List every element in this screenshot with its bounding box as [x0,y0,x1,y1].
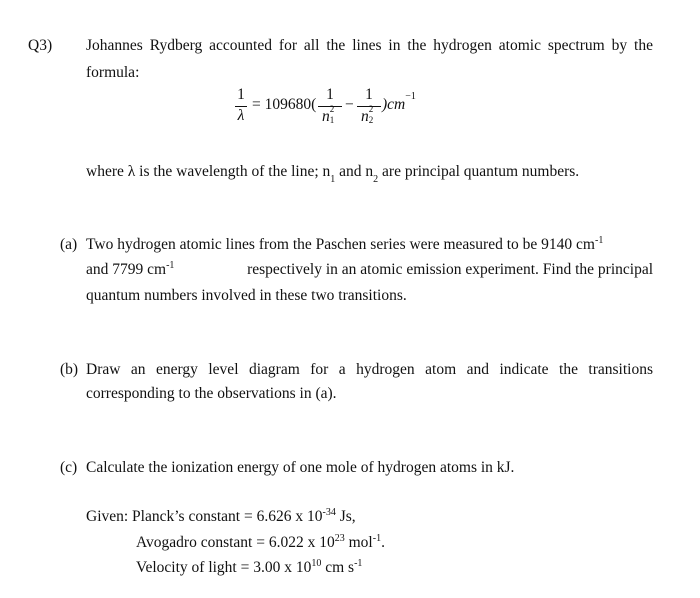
formula-term2-denominator: n 2 2 [361,104,374,125]
formula-term1-numerator: 1 [326,86,334,103]
where-line: where λ is the wavelength of the line; $n_1$ and $n_2$ are principal quantum numbers. [86,163,580,186]
part-a-line2: and 7799 $cm^{-1}$ respectively in an atomic emission experiment. Find the principal [86,259,653,278]
part-c-line1: Calculate the ionization energy of one mole of hydrogen atoms in kJ. [86,459,515,476]
part-a-line1: Two hydrogen atomic lines from the Paschen series were measured to be 9140 $cm^{-1}$ [86,234,604,253]
part-c-label: (c) [60,459,78,476]
formula-unit: )$cm^{-1}$ [382,90,416,113]
formula-minus: − [345,96,354,113]
part-a-label: (a) [60,236,78,253]
given-avogadro: Avogadro constant = 6.022 x $10^{23}$ mol$^{-1}$. [136,532,385,551]
part-b-label: (b) [60,361,79,378]
given-planck: Given: Planck’s constant = 6.626 x $10^{-34}$ Js, [86,506,356,525]
question-intro-line1: Johannes Rydberg accounted for all the lines in the hydrogen atomic spectrum by the [86,37,653,54]
formula-lhs-denominator: λ [237,107,245,124]
part-b-line1: Draw an energy level diagram for a hydrogen atom and indicate the transitions [86,361,653,378]
question-number: Q3) [28,37,53,54]
formula-constant: = 109680( [252,96,317,113]
formula-term1-denominator: n 2 1 [322,104,335,125]
part-a-line3: quantum numbers involved in these two transitions. [86,287,407,304]
given-light: Velocity of light = 3.00 x $10^{10}$ cm $s^{-1}$ [136,557,363,576]
formula-lhs-numerator: 1 [237,86,245,103]
question-intro-line2: formula: [86,64,140,81]
formula-term2-numerator: 1 [365,86,373,103]
part-b-line2: corresponding to the observations in (a). [86,385,337,402]
